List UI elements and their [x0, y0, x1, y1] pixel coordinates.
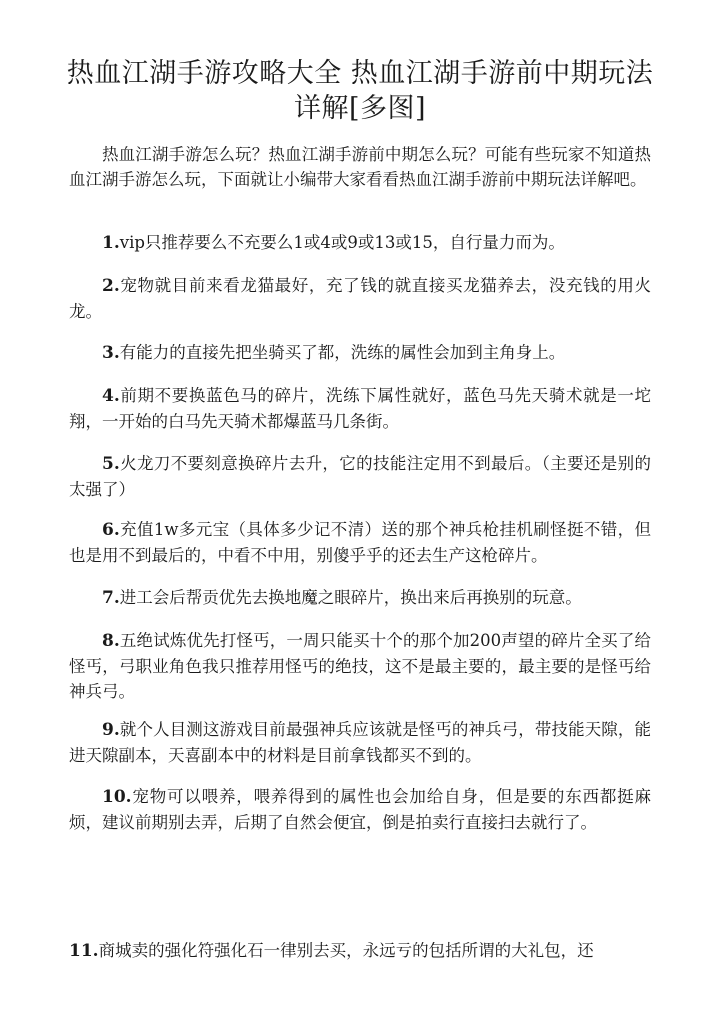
list-item — [69, 273, 651, 324]
item-text: 就个人目测这游戏目前最强神兵应该就是怪丐的神兵弓，带技能天隙，能进天隙副本，天喜副本中的材料是目前拿钱都买不到的。 — [69, 720, 651, 765]
item-number: 7. — [102, 588, 120, 608]
item-number: 11. — [69, 941, 99, 961]
item-number: 2. — [102, 276, 120, 296]
item-number: 4. — [102, 386, 120, 406]
page-title: 热血江湖手游攻略大全 热血江湖手游前中期玩法详解[多图] — [66, 58, 654, 124]
list-item — [69, 628, 651, 704]
list-item — [69, 938, 651, 964]
list-item — [69, 383, 651, 434]
item-text: 宠物可以喂养，喂养得到的属性也会加给自身，但是要的东西都挺麻烦，建议前期别去弄，后期了自然会便宜，倒是拍卖行直接扫去就行了。 — [69, 787, 651, 832]
item-text: 五绝试炼优先打怪丐，一周只能买十个的那个加200声望的碎片全买了给怪丐，弓职业角色我只推荐用怪丐的绝技，这不是最主要的，最主要的是怪丐给神兵弓。 — [69, 631, 651, 701]
item-number: 1. — [102, 233, 120, 253]
item-number: 3. — [102, 343, 120, 363]
item-text: 商城卖的强化符强化石一律别去买，永远亏的包括所谓的大礼包，还 — [98, 941, 594, 960]
list-item — [69, 717, 651, 768]
item-text: 火龙刀不要刻意换碎片去升，它的技能注定用不到最后。（主要还是别的太强了） — [69, 454, 651, 499]
item-text: 宠物就目前来看龙猫最好，充了钱的就直接买龙猫养去，没充钱的用火龙。 — [69, 276, 651, 321]
list-item — [69, 230, 651, 256]
list-item — [69, 585, 651, 611]
item-number: 5. — [102, 454, 120, 474]
item-number: 6. — [102, 520, 120, 540]
list-item — [69, 451, 651, 502]
list-item — [69, 340, 651, 366]
item-number: 10. — [102, 787, 132, 807]
list-item — [69, 517, 651, 568]
item-text: 有能力的直接先把坐骑买了都，洗练的属性会加到主角身上。 — [119, 343, 566, 362]
item-number: 9. — [102, 720, 120, 740]
intro-paragraph: 热血江湖手游怎么玩？热血江湖手游前中期怎么玩？可能有些玩家不知道热血江湖手游怎么玩，下面就让小编带大家看看热血江湖手游前中期玩法详解吧。 — [69, 145, 651, 189]
item-number: 8. — [102, 631, 120, 651]
item-text: 前期不要换蓝色马的碎片，洗练下属性就好，蓝色马先天骑术就是一坨翔，一开始的白马先天骑术都爆蓝马几条街。 — [69, 386, 651, 431]
item-text: 充值1w多元宝（具体多少记不清）送的那个神兵枪挂机刷怪挺不错，但也是用不到最后的，中看不中用，别傻乎乎的还去生产这枪碎片。 — [69, 520, 651, 565]
item-text: vip只推荐要么不充要么1或4或9或13或15，自行量力而为。 — [119, 233, 565, 252]
list-item — [69, 784, 651, 835]
item-text: 进工会后帮贡优先去换地魔之眼碎片，换出来后再换别的玩意。 — [119, 588, 582, 607]
